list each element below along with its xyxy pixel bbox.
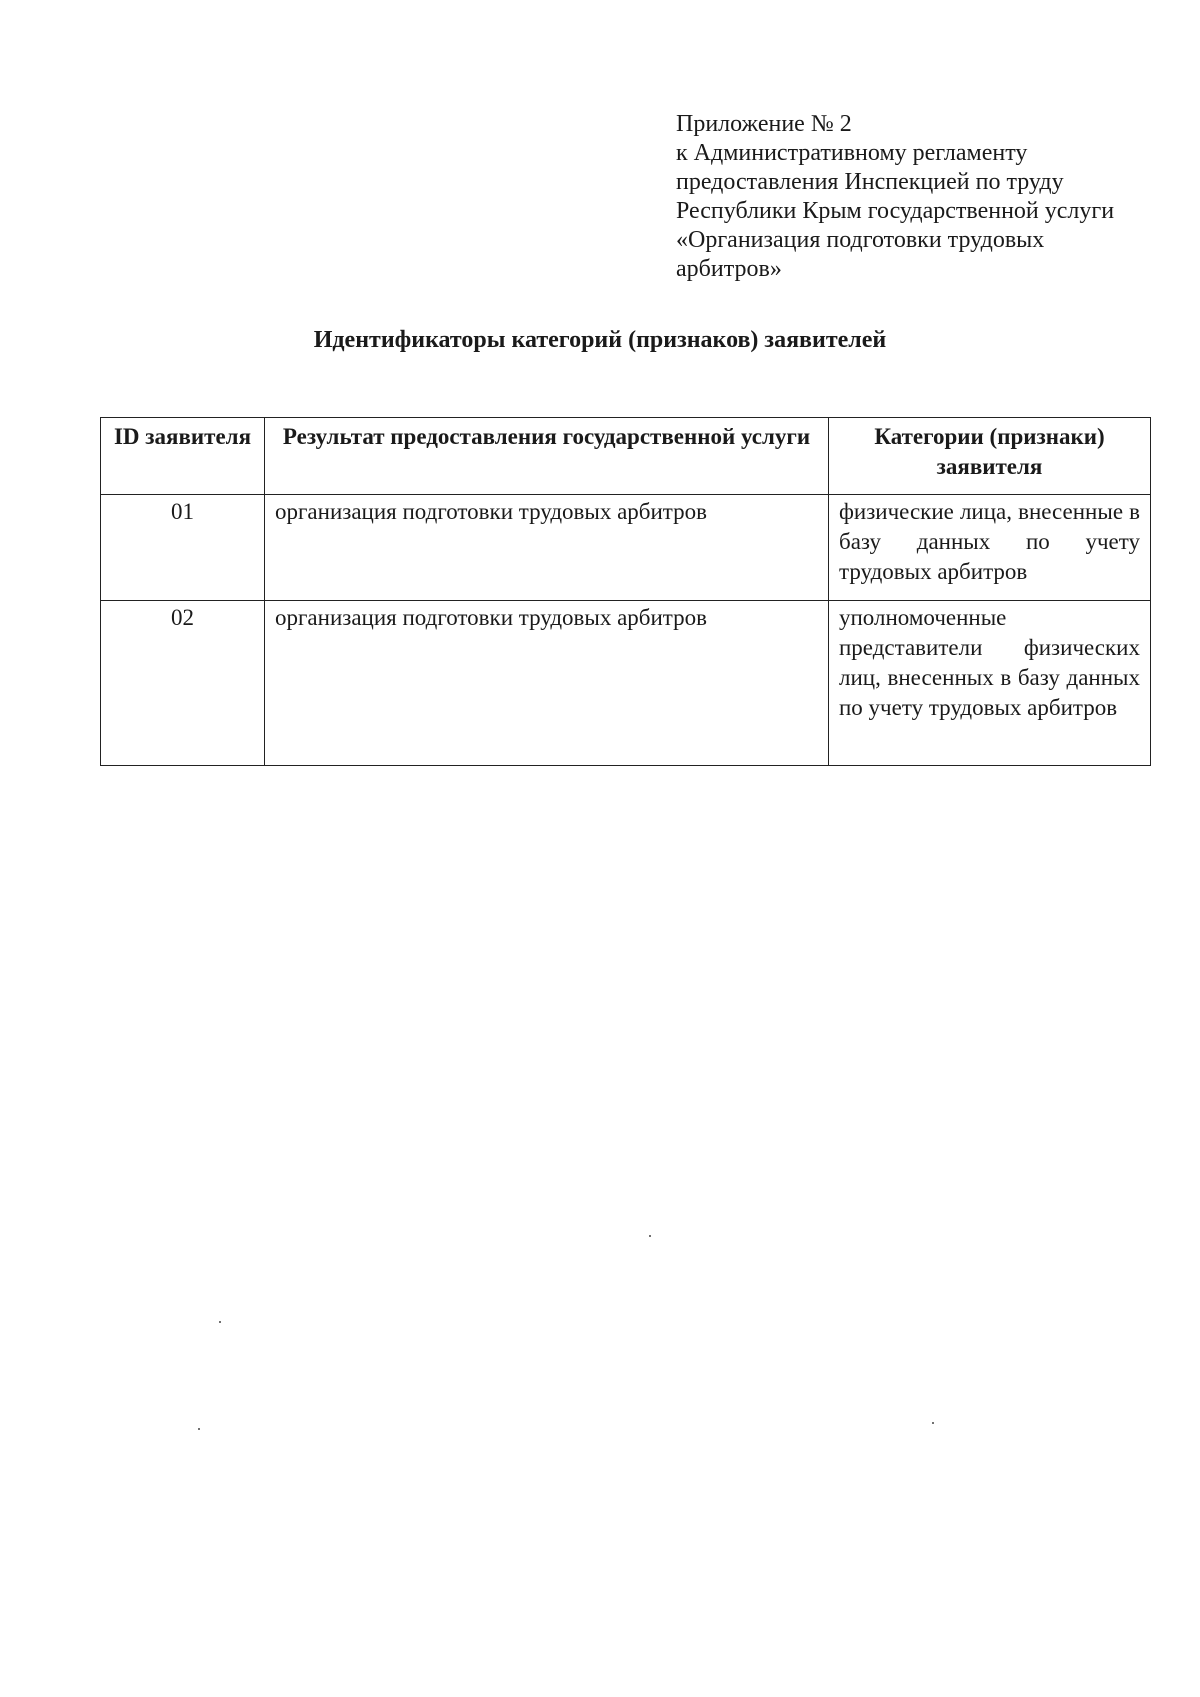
table-row — [101, 495, 1151, 601]
cell-service-result: организация подготовки трудовых арбитров — [265, 495, 829, 601]
appendix-line: Приложение № 2 — [676, 111, 852, 137]
appendix-line: «Организация подготовки трудовых — [676, 227, 1045, 253]
cell-applicant-category: уполномоченные представители физических лиц, внесенных в базу данных по учету трудовых арбитров — [829, 601, 1151, 766]
header-applicant-id: ID заявителя — [101, 418, 265, 495]
appendix-line: предоставления Инспекцией по труду — [676, 169, 1064, 195]
document-title: Идентификаторы категорий (признаков) заявителей — [313, 327, 887, 353]
appendix-line: арбитров» — [676, 256, 782, 282]
appendix-line: к Административному регламенту — [676, 140, 1028, 166]
appendix-header — [676, 110, 1156, 284]
scan-speck — [649, 1235, 651, 1237]
table-row — [101, 601, 1151, 766]
cell-applicant-id: 01 — [101, 495, 265, 601]
scan-speck — [198, 1428, 200, 1430]
applicant-categories-table — [100, 417, 1151, 766]
scan-speck — [932, 1422, 934, 1424]
cell-applicant-category: физические лица, внесенные в базу данных по учету трудовых арбитров — [829, 495, 1151, 601]
header-applicant-category: Категории (признаки) заявителя — [829, 418, 1151, 495]
cell-service-result: организация подготовки трудовых арбитров — [265, 601, 829, 766]
header-service-result: Результат предоставления государственной услуги — [265, 418, 829, 495]
appendix-line: Республики Крым государственной услуги — [676, 198, 1115, 224]
cell-applicant-id: 02 — [101, 601, 265, 766]
scan-speck — [219, 1321, 221, 1323]
table-header-row — [101, 418, 1151, 495]
